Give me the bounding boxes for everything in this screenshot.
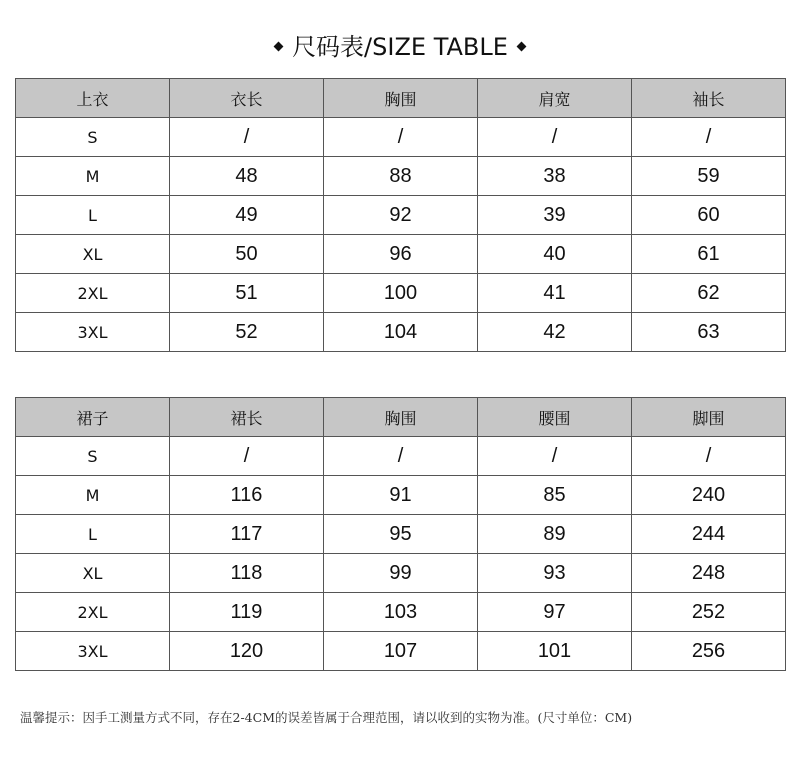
value-cell: 240: [632, 476, 786, 515]
value-cell: 117: [170, 515, 324, 554]
page-title: [0, 30, 800, 64]
header-cell: 裙子: [16, 398, 170, 437]
table-row: [16, 515, 786, 554]
header-cell: 肩宽: [478, 79, 632, 118]
value-cell: 107: [324, 632, 478, 671]
value-cell: /: [632, 437, 786, 476]
value-cell: 52: [170, 313, 324, 352]
size-cell: 3XL: [16, 313, 170, 352]
value-cell: 95: [324, 515, 478, 554]
value-cell: 38: [478, 157, 632, 196]
size-cell: M: [16, 476, 170, 515]
table-row: [16, 437, 786, 476]
table-row: [16, 274, 786, 313]
title-text: 尺码表/SIZE TABLE: [292, 33, 508, 61]
value-cell: 60: [632, 196, 786, 235]
size-cell: L: [16, 196, 170, 235]
value-cell: 88: [324, 157, 478, 196]
value-cell: 101: [478, 632, 632, 671]
header-cell: 胸围: [324, 398, 478, 437]
table-row: [16, 632, 786, 671]
value-cell: 63: [632, 313, 786, 352]
header-cell: 裙长: [170, 398, 324, 437]
size-cell: L: [16, 515, 170, 554]
value-cell: 118: [170, 554, 324, 593]
value-cell: 104: [324, 313, 478, 352]
table-row: [16, 476, 786, 515]
value-cell: 248: [632, 554, 786, 593]
table-row: [16, 157, 786, 196]
skirt-size-table: [15, 397, 786, 671]
value-cell: 39: [478, 196, 632, 235]
value-cell: 42: [478, 313, 632, 352]
value-cell: 99: [324, 554, 478, 593]
header-cell: 衣长: [170, 79, 324, 118]
value-cell: 50: [170, 235, 324, 274]
table-row: [16, 593, 786, 632]
value-cell: 93: [478, 554, 632, 593]
table-row: [16, 313, 786, 352]
size-cell: S: [16, 118, 170, 157]
value-cell: 256: [632, 632, 786, 671]
value-cell: 244: [632, 515, 786, 554]
value-cell: 51: [170, 274, 324, 313]
value-cell: 92: [324, 196, 478, 235]
size-cell: S: [16, 437, 170, 476]
measurement-note: 温馨提示：因手工测量方式不同，存在2-4CM的误差皆属于合理范围，请以收到的实物为准。(尺寸单位：CM): [20, 710, 633, 725]
header-cell: 腰围: [478, 398, 632, 437]
value-cell: 89: [478, 515, 632, 554]
table-row: [16, 554, 786, 593]
table-row: [16, 235, 786, 274]
size-cell: 2XL: [16, 593, 170, 632]
value-cell: 120: [170, 632, 324, 671]
value-cell: /: [170, 437, 324, 476]
header-cell: 上衣: [16, 79, 170, 118]
value-cell: 96: [324, 235, 478, 274]
value-cell: 91: [324, 476, 478, 515]
value-cell: 62: [632, 274, 786, 313]
table-row: [16, 196, 786, 235]
header-cell: 脚围: [632, 398, 786, 437]
value-cell: 49: [170, 196, 324, 235]
value-cell: /: [478, 437, 632, 476]
value-cell: 119: [170, 593, 324, 632]
value-cell: /: [478, 118, 632, 157]
table-header-row: [16, 79, 786, 118]
diamond-icon: [516, 41, 526, 51]
size-cell: XL: [16, 235, 170, 274]
value-cell: /: [632, 118, 786, 157]
value-cell: 85: [478, 476, 632, 515]
value-cell: /: [170, 118, 324, 157]
value-cell: 252: [632, 593, 786, 632]
size-cell: M: [16, 157, 170, 196]
value-cell: 116: [170, 476, 324, 515]
value-cell: 40: [478, 235, 632, 274]
value-cell: 61: [632, 235, 786, 274]
value-cell: 59: [632, 157, 786, 196]
header-cell: 胸围: [324, 79, 478, 118]
value-cell: /: [324, 437, 478, 476]
value-cell: 103: [324, 593, 478, 632]
size-cell: 3XL: [16, 632, 170, 671]
top-size-table: [15, 78, 786, 352]
size-cell: 2XL: [16, 274, 170, 313]
header-cell: 袖长: [632, 79, 786, 118]
diamond-icon: [274, 41, 284, 51]
value-cell: 97: [478, 593, 632, 632]
value-cell: 100: [324, 274, 478, 313]
value-cell: 48: [170, 157, 324, 196]
size-cell: XL: [16, 554, 170, 593]
table-row: [16, 118, 786, 157]
value-cell: 41: [478, 274, 632, 313]
value-cell: /: [324, 118, 478, 157]
table-header-row: [16, 398, 786, 437]
